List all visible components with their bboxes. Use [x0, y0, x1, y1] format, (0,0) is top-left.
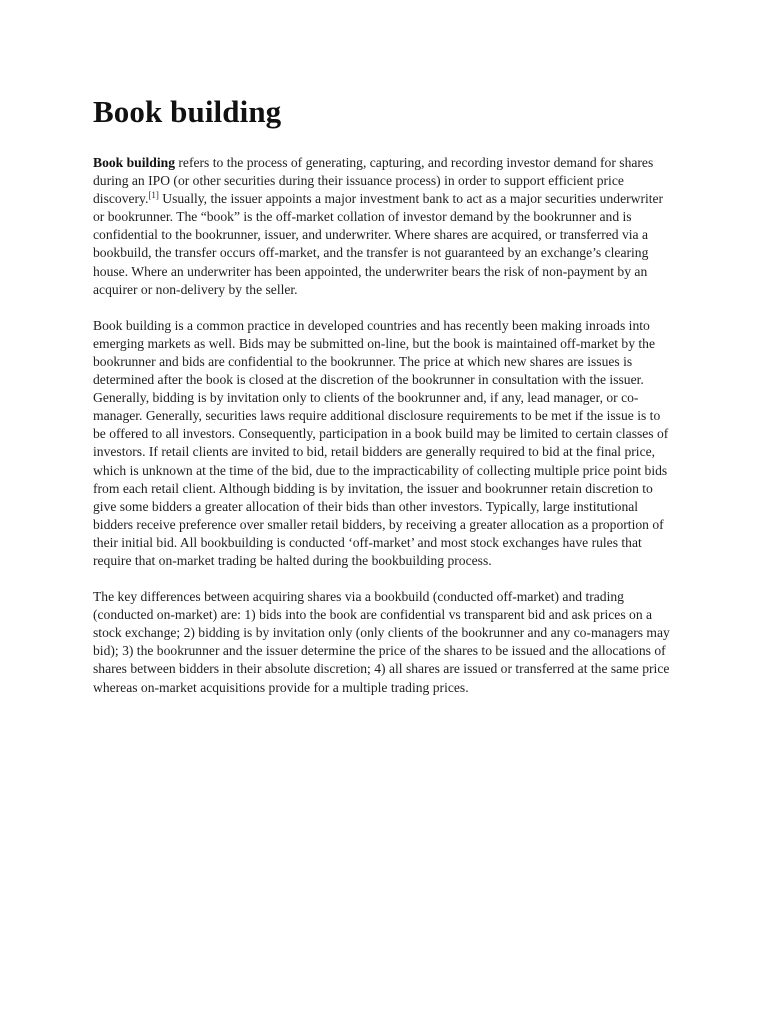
- intro-text-after-ref: Usually, the issuer appoints a major investment bank to act as a major securities underwriter or bookrunner. The “book” is the off-market collation of investor demand by the bookrunner and is confidential to the bookrunner, issuer, and underwriter. Where shares are acquired, or transferred via a bookbuild, the transfer occurs off-market, and the transfer is not guaranteed by an exchange’s clearing house. Where an underwriter has been appointed, the underwriter bears the risk of non-payment by an acquirer or non-delivery by the seller.: [93, 191, 664, 297]
- page-title: Book building: [93, 94, 282, 129]
- paragraph-key-differences: The key differences between acquiring shares via a bookbuild (conducted off-market) and trading (conducted on-market) are: 1) bids into the book are confidential vs transparent bid and ask prices on a stock exchange; 2) bidding is by invitation only (only clients of the bookrunner and any co-managers may bid); 3) the bookrunner and the issuer determine the price of the shares to be issued and the allocations of shares between bidders in their absolute discretion; 4) all shares are issued or transferred at the same price whereas on-market acquisitions provide for a multiple trading prices.: [93, 589, 670, 695]
- intro-text-before-ref: refers to the process of generating, capturing, and recording investor demand for shares during an IPO (or other securities during their issuance process) in order to support efficient price discovery.: [93, 155, 654, 207]
- document-page: [93, 92, 675, 715]
- paragraph-practice: Book building is a common practice in developed countries and has recently been making inroads into emerging markets as well. Bids may be submitted on-line, but the book is maintained off-market by the bookrunner and bids are confidential to the bookrunner. The price at which new shares are issues is determined after the book is closed at the discretion of the bookrunner in consultation with the issuer. Generally, bidding is by invitation only to clients of the bookrunner and, if any, lead manager, or co-manager. Generally, securities laws require additional disclosure requirements to be met if the issue is to be offered to all investors. Consequently, participation in a book build may be limited to certain classes of investors. If retail clients are invited to bid, retail bidders are generally required to bid at the final price, which is unknown at the time of the bid, due to the impracticability of collecting multiple price point bids from each retail client. Although bidding is by invitation, the issuer and bookrunner retain discretion to give some bidders a greater allocation of their bids than other investors. Typically, large institutional bidders receive preference over smaller retail bidders, by receiving a greater allocation as a proportion of their initial bid. All bookbuilding is conducted ‘off-market’ and most stock exchanges have rules that require that on-market trading be halted during the bookbuilding process.: [93, 317, 669, 568]
- intro-paragraph: [93, 154, 675, 299]
- reference-link[interactable]: [1]: [148, 190, 159, 201]
- bold-term: Book building: [93, 155, 175, 170]
